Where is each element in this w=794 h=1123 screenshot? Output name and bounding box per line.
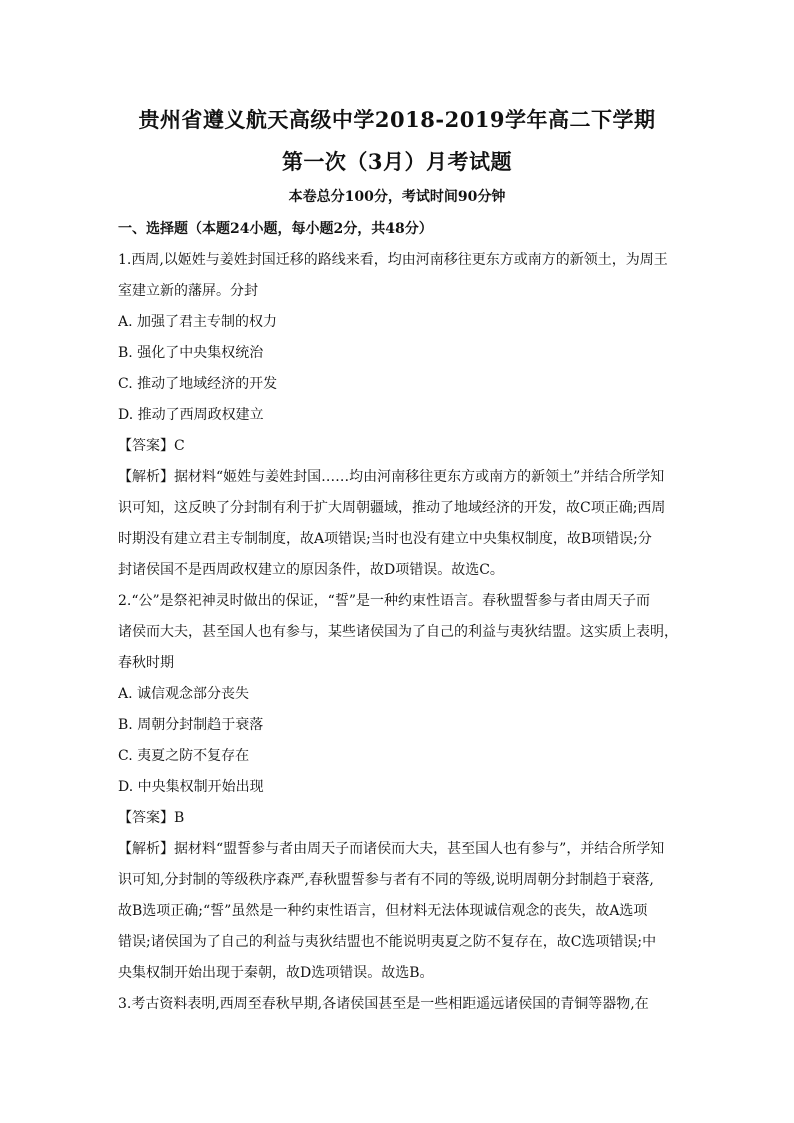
text-line: 封诸侯国不是西周政权建立的原因条件，故D项错误。故选C。 [118,562,504,578]
text-line: 识可知，这反映了分封制有利于扩大周朝疆域，推动了地域经济的开发，故C项正确;西周 [118,500,666,516]
text-line: 诸侯而大夫，甚至国人也有参与，某些诸侯国为了自己的利益与夷狄结盟。这实质上表明， [118,624,678,640]
text-line: A. 加强了君主专制的权力 [118,314,278,330]
text-line: 室建立新的藩屏。分封 [118,283,258,299]
text-line: 【答案】B [118,810,185,826]
text-line: 央集权制开始出现于秦朝，故D选项错误。故选B。 [118,965,434,981]
text-line: 3.考古资料表明,西周至春秋早期,各诸侯国甚至是一些相距遥远诸侯国的青铜等器物,在 [118,996,649,1012]
text-line: 春秋时期 [118,655,174,671]
text-line: B. 周朝分封制趋于衰落 [118,717,264,733]
text-line: D. 推动了西周政权建立 [118,407,264,423]
text-line: 时期没有建立君主专制制度，故A项错误;当时也没有建立中央集权制度，故B项错误;分 [118,531,652,547]
text-line: 2.“公”是祭祀神灵时做出的保证，“誓”是一种约束性语言。春秋盟誓参与者由周天子而 [118,593,650,609]
document-title-line2: 第一次（3月）月考试题 [281,149,513,174]
exam-info: 本卷总分100分，考试时间90分钟 [288,189,506,205]
text-line: 【答案】C [118,438,185,454]
document-title: 贵州省遵义航天高级中学2018-2019学年高二下学期 [138,107,656,132]
text-line: C. 推动了地域经济的开发 [118,376,278,392]
document-body [118,214,680,1020]
text-line: D. 中央集权制开始出现 [118,779,264,795]
text-line: 一、选择题（本题24小题，每小题2分，共48分） [118,221,433,237]
text-line: 故B选项正确;“誓”虽然是一种约束性语言，但材料无法体现诚信观念的丧失，故A选项 [118,903,648,919]
text-line: C. 夷夏之防不复存在 [118,748,250,764]
text-line: 1.西周,以姬姓与姜姓封国迁移的路线来看，均由河南移往更东方或南方的新领土，为周王 [118,252,668,268]
text-line: 错误;诸侯国为了自己的利益与夷狄结盟也不能说明夷夏之防不复存在，故C选项错误;中 [118,934,657,950]
text-line: B. 强化了中央集权统治 [118,345,264,361]
text-line: 【解析】据材料“姬姓与姜姓封国……均由河南移往更东方或南方的新领土”并结合所学知 [118,469,665,485]
text-line: 识可知,分封制的等级秩序森严,春秋盟誓参与者有不同的等级,说明周朝分封制趋于衰落, [118,872,654,888]
text-line: A. 诚信观念部分丧失 [118,686,250,702]
text-line: 【解析】据材料“盟誓参与者由周天子而诸侯而大夫，甚至国人也有参与”，并结合所学知 [118,841,665,857]
